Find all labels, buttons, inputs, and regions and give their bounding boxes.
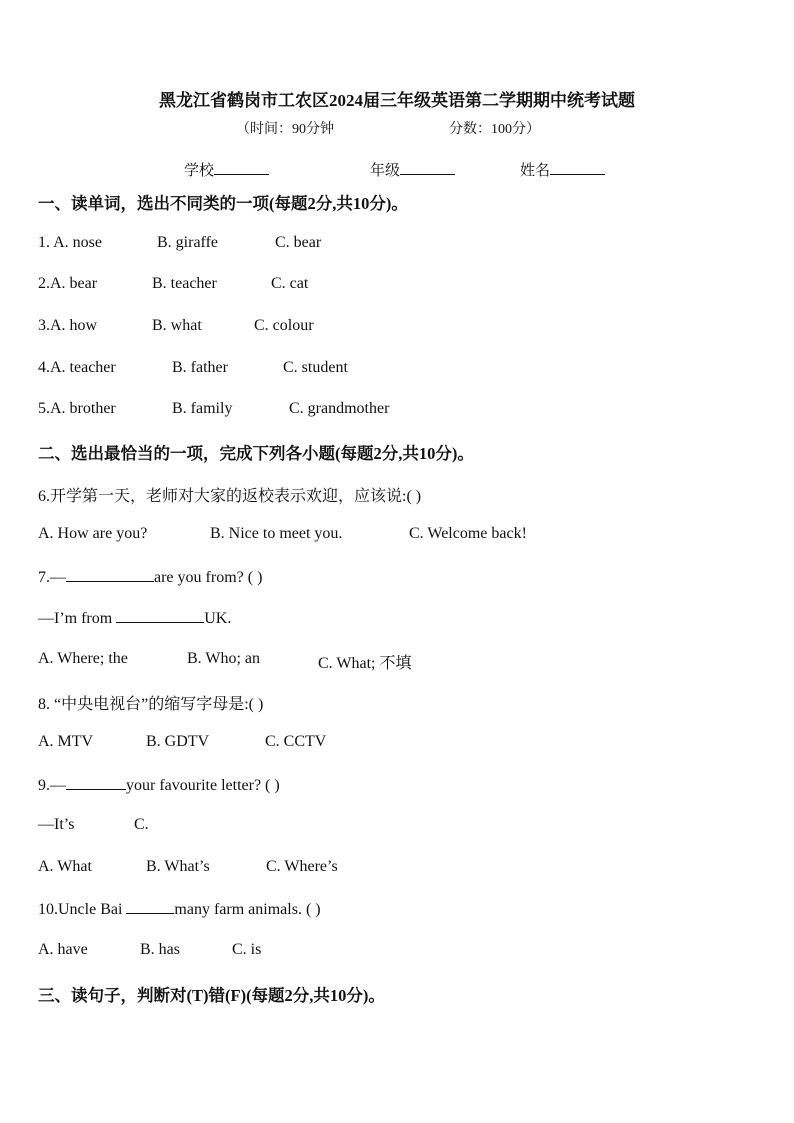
page-title: 黑龙江省鹤岗市工农区2024届三年级英语第二学期期中统考试题	[159, 91, 635, 110]
answer-blank	[126, 899, 174, 914]
section2-heading: 二、选出最恰当的一项，完成下列各小题(每题2分,共10分)。	[38, 444, 474, 463]
stem-suffix: are you from? ( )	[154, 569, 263, 586]
option-a: A. bear	[50, 275, 98, 292]
q6-option-b: B. Nice to meet you.	[210, 525, 343, 542]
school-label: 学校	[184, 163, 215, 179]
q6-option-c: C. Welcome back!	[409, 525, 527, 542]
q8-option-a: A. MTV	[38, 733, 94, 750]
school-field	[184, 159, 269, 180]
exam-time: （时间：90分钟	[236, 122, 334, 137]
stem-suffix: many farm animals. ( )	[174, 901, 321, 918]
q6-option-a: A. How are you?	[38, 525, 148, 542]
grade-field	[370, 159, 455, 180]
stem-suffix: your favourite letter? ( )	[126, 777, 280, 794]
stem-prefix: 9.—	[38, 777, 66, 794]
q10-option-a: A. have	[38, 941, 88, 958]
q4-option-b: B. father	[172, 359, 228, 376]
q10-option-c: C. is	[232, 941, 262, 958]
question-10-stem	[38, 899, 321, 919]
q7-option-c: C. What; 不填	[318, 655, 412, 672]
section1-heading: 一、读单词，选出不同类的一项(每题2分,共10分)。	[38, 194, 408, 213]
question-1	[38, 234, 102, 252]
q4-option-c: C. student	[283, 359, 348, 376]
q1-option-c: C. bear	[275, 234, 322, 251]
grade-label: 年级	[370, 163, 401, 179]
q5-option-b: B. family	[172, 400, 233, 417]
q2-option-b: B. teacher	[152, 275, 217, 292]
q2-option-c: C. cat	[271, 275, 309, 292]
option-a: A. nose	[53, 234, 103, 251]
exam-score: 分数：100分）	[449, 122, 540, 137]
question-number: 2.	[38, 275, 50, 292]
q1-option-b: B. giraffe	[157, 234, 219, 251]
q5-option-c: C. grandmother	[289, 400, 390, 417]
option-a: A. how	[50, 317, 98, 334]
q9-option-a: A. What	[38, 858, 92, 875]
answer-blank	[116, 608, 204, 623]
q9-option-c: C. Where’s	[266, 858, 338, 875]
question-9-stem	[38, 775, 280, 795]
question-2	[38, 275, 97, 293]
line2-suffix: UK.	[204, 610, 232, 627]
q8-option-b: B. GDTV	[146, 733, 210, 750]
option-a: A. teacher	[50, 359, 116, 376]
question-6-stem: 6.开学第一天，老师对大家的返校表示欢迎，应该说:( )	[38, 488, 422, 505]
question-7-line2	[38, 608, 231, 628]
question-7-stem	[38, 567, 262, 587]
stem-prefix: 10.Uncle Bai	[38, 901, 127, 918]
school-blank	[214, 160, 269, 175]
q7-option-a: A. Where; the	[38, 650, 128, 667]
section3-heading: 三、读句子，判断对(T)错(F)(每题2分,共10分)。	[38, 986, 385, 1005]
question-number: 5.	[38, 400, 50, 417]
q9-option-b: B. What’s	[146, 858, 210, 875]
line2-prefix: —I’m from	[38, 610, 117, 627]
name-blank	[550, 160, 605, 175]
name-field	[520, 159, 605, 180]
option-a: A. brother	[50, 400, 116, 417]
answer-blank	[66, 775, 126, 790]
q3-option-b: B. what	[152, 317, 202, 334]
q10-option-b: B. has	[140, 941, 180, 958]
q7-option-b: B. Who; an	[187, 650, 261, 667]
question-8-stem: 8. “中央电视台”的缩写字母是:( )	[38, 696, 264, 713]
name-label: 姓名	[520, 163, 551, 179]
question-3	[38, 317, 97, 335]
question-5	[38, 400, 116, 418]
q3-option-c: C. colour	[254, 317, 314, 334]
answer-blank	[66, 567, 154, 582]
question-number: 4.	[38, 359, 50, 376]
question-9-line2: —It’s	[38, 816, 75, 833]
q9-line2-letter: C.	[134, 816, 149, 833]
grade-blank	[400, 160, 455, 175]
q8-option-c: C. CCTV	[265, 733, 327, 750]
question-number: 3.	[38, 317, 50, 334]
stem-prefix: 7.—	[38, 569, 66, 586]
question-4	[38, 359, 116, 377]
question-number: 1.	[38, 234, 54, 251]
